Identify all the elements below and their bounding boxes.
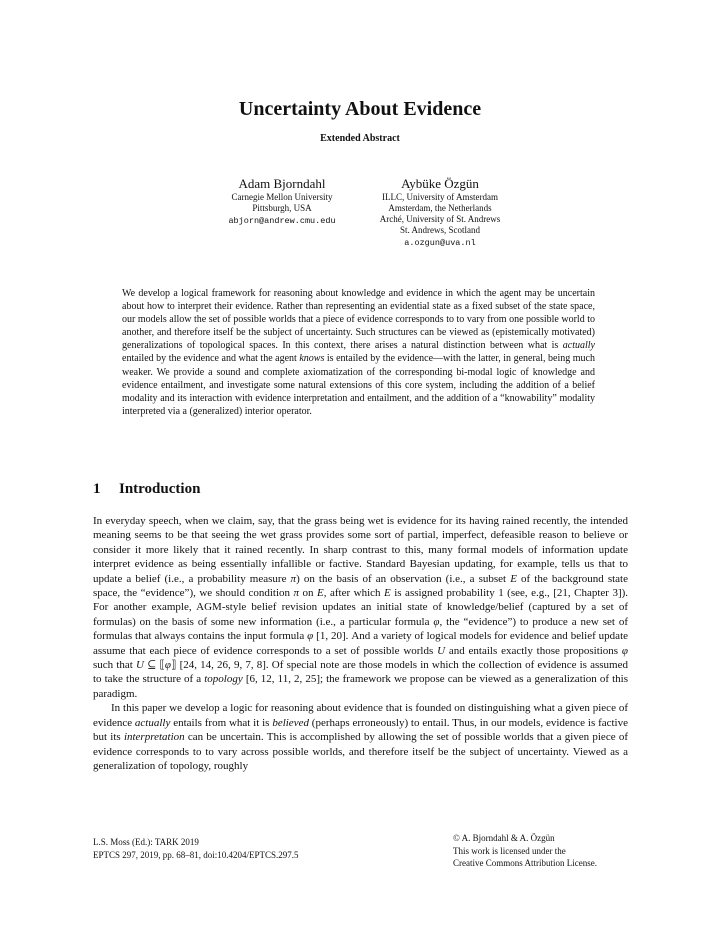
- text-run: In this paper we develop a logic for reasoning about evidence that is founded on distinguishing what a given piece of evidence: [93, 702, 628, 729]
- body-paragraph: [93, 514, 628, 701]
- body-text: [93, 514, 628, 773]
- author-affiliation: Carnegie Mellon University: [231, 192, 333, 202]
- text-emph: U: [135, 659, 144, 672]
- paper-title: Uncertainty About Evidence: [238, 98, 482, 120]
- text-run: on: [299, 587, 318, 600]
- text-emph: φ: [433, 615, 440, 628]
- author-affiliation: Pittsburgh, USA: [252, 203, 312, 213]
- text-emph: E: [384, 587, 391, 600]
- abstract-emph: actually: [562, 340, 595, 352]
- text-emph: E: [510, 572, 517, 585]
- text-run: In everyday speech, when we claim, say, that the grass being wet is evidence for its having rained recently, the intended meaning seems to be that seeing the wet grass provides some sort of partial, imperfect, defeasible reason to believe or consider it more likely that it rained recently. In sharp contrast to this, many formal models of information update interpret evidence as being essentially infallible or factive. Standard Bayesian updating, for example, tells us that to update a belief (i.e., a probability measure: [93, 515, 628, 585]
- author-block-2: [340, 175, 540, 250]
- author-affiliation: St. Andrews, Scotland: [400, 225, 480, 235]
- text-run: ⊆ ⟦: [143, 659, 165, 672]
- body-paragraph: [93, 701, 628, 773]
- text-emph: believed: [272, 716, 309, 729]
- publication-line: EPTCS 297, 2019, pp. 68–81, doi:10.4204/EPTCS.297.5: [93, 849, 299, 860]
- text-run: , after which: [323, 587, 385, 600]
- author-affiliation: ILLC, University of Amsterdam: [382, 192, 498, 202]
- text-run: and entails exactly those propositions: [445, 644, 622, 657]
- author-affiliation: Amsterdam, the Netherlands: [388, 203, 492, 213]
- abstract-run: entailed by the evidence and what the agent: [122, 353, 300, 365]
- text-emph: φ: [621, 644, 628, 657]
- section-number: 1: [93, 481, 101, 497]
- publication-line: L.S. Moss (Ed.): TARK 2019: [93, 837, 199, 847]
- author-name: Aybüke Özgün: [401, 176, 479, 191]
- abstract-emph: knows: [299, 353, 325, 365]
- text-run: (perhaps erroneously) to entail. Thus, in our models, evidence is factive but its: [93, 716, 628, 744]
- text-emph: π: [290, 572, 297, 585]
- license-info: [453, 832, 597, 870]
- text-run: ) on the basis of an observation (i.e., a subset: [296, 572, 511, 585]
- text-run: [6, 12, 11, 2, 25]; the framework we propose can be viewed as a generalization of this paradigm.: [93, 673, 628, 700]
- text-run: of the background state space, the “evidence”), we should condition: [93, 572, 628, 600]
- section-title: Introduction: [119, 481, 201, 497]
- license-line: © A. Bjorndahl & A. Özgün: [453, 833, 555, 843]
- text-run: [1, 20]. And a variety of logical models for evidence and belief update assume that each piece of evidence corresponds to a set of possible worlds: [93, 630, 629, 657]
- text-emph: topology: [204, 673, 243, 686]
- text-emph: E: [317, 587, 324, 600]
- author-email: a.ozgun@uva.nl: [404, 238, 476, 248]
- license-line: Creative Commons Attribution License.: [453, 858, 597, 868]
- text-emph: φ: [307, 630, 314, 643]
- text-run: ⟧ [24, 14, 26, 9, 7, 8]. Of special note are those models in which the collection of evidence is assumed to take the structure of a: [93, 659, 628, 686]
- text-run: entails from what it is: [170, 716, 273, 729]
- text-emph: actually: [134, 716, 171, 729]
- author-name: Adam Bjorndahl: [238, 176, 326, 191]
- license-line: This work is licensed under the: [453, 845, 566, 856]
- abstract-run: is entailed by the evidence—with the latter, in general, being much weaker. We provide a sound and complete axiomatization of the corresponding bi-modal logic of knowledge and evidence entailment, and investigate some natural extensions of this core system, including the addition of a belief modality and its interaction with evidence interpretation and entailment, and the addition of a “knowability” modality interpreted via a (generalized) interior operator.: [122, 353, 595, 417]
- text-run: can be uncertain. This is accomplished by allowing the set of possible worlds that a given piece of evidence corresponds to to vary across possible worlds, and therefore itself be the subject of uncertainty. Viewed as a generalization of topology, roughly: [93, 731, 628, 772]
- text-run: is assigned probability 1 (see, e.g., [21, Chapter 3]). For another example, AGM-style belief revision updates an initial state of knowledge/belief (captured by a set of formulas) on the basis of some new information (i.e., a particular formula: [93, 587, 629, 628]
- text-run: such that: [93, 659, 136, 672]
- text-emph: φ: [164, 659, 171, 672]
- text-emph: π: [293, 587, 300, 600]
- author-affiliation: Arché, University of St. Andrews: [379, 214, 501, 224]
- text-run: , the “evidence”) to produce a new set of formulas that always contains the input formula: [93, 615, 628, 643]
- abstract-run: We develop a logical framework for reasoning about knowledge and evidence in which the agent may be uncertain about how to interpret their evidence. Rather than representing an evidential state as a fixed subset of the state space, our models allow the set of possible worlds that a piece of evidence corresponds to to vary from one possible world to another, and therefore itself be the subject of uncertainty. Such structures can be viewed as (epistemically motivated) generalizations of topological spaces. In this context, there arises a natural distinction between what is: [122, 288, 595, 352]
- author-email: abjorn@andrew.cmu.edu: [228, 216, 336, 226]
- section-heading: [93, 481, 200, 498]
- publication-info: [93, 836, 299, 861]
- text-emph: U: [437, 644, 446, 657]
- abstract: [122, 287, 595, 418]
- text-emph: interpretation: [123, 731, 185, 744]
- paper-subtitle: Extended Abstract: [320, 133, 400, 144]
